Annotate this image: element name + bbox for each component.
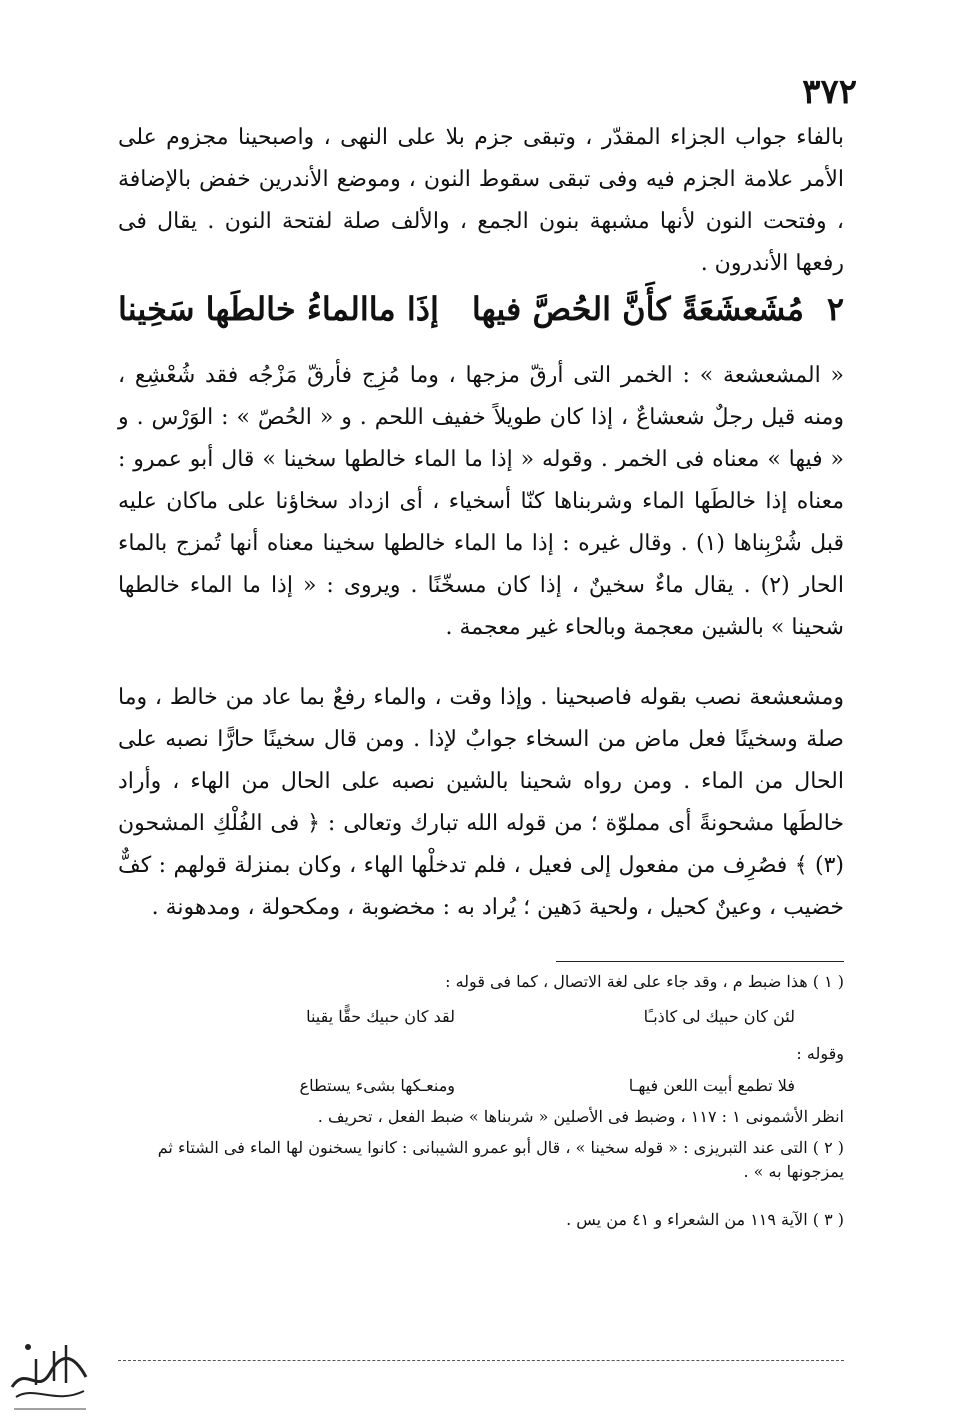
footnote-1-verse-1-second-half: لقد كان حبيك حقًّا يقينا [306, 1007, 455, 1026]
paragraph-3: ومشعشعة نصب بقوله فاصبحينا . وإذا وقت ، والماء رفعٌ بما عاد من خالط ، وما صلة وسخينًا فعل ماض من السخاء جوابٌ لإذا . ومن قال سخينًا حارًّا نصبه على الحال من الماء . ومن رواه شحينا بالشين نصبه على الحال من الهاء ، وأراد خالطَها مشحونةً أى مملوّة ؛ من قوله الله تبارك وتعالى : ﴿ فى الفُلْكِ المشحون (٣) ﴾ فصُرِف من مفعول إلى فعيل ، فلم تدخلْها الهاء ، وكان بمنزلة قولهم : كفٌّ خضيب ، وعينٌ كحيل ، ولحية دَهين ؛ يُراد به : مخضوبة ، ومكحولة ، ومدهونة . [118, 685, 844, 920]
footnote-1-verse-2-first-half: فلا تطمع أبيت اللعن فيهـا [628, 1076, 795, 1095]
footnote-1-verse-2-second-half: ومنعـكها بشىء يستطاع [299, 1076, 455, 1095]
verse-hemistich-2: إذَا ماالماءُ خالطَها سَخِينا [118, 290, 439, 328]
paragraph-2: « المشعشعة » : الخمر التى أرقّ مزجها ، وما مُزِج فأرقّ مَزْجُه فقد شُعْشِع ، ومنه قيل رجلٌ شعشاعٌ ، إذا كان طويلاً خفيف اللحم . و « الحُصّ » : الوَرْس . و « فيها » معناه فى الخمر . وقوله « إذا ما الماء خالطها سخينا » قال أبو عمرو : معناه إذا خالطَها الماء وشربناها كنّا أسخياء ، أى ازداد سخاؤنا على ماكان عليه قبل شُرْبِناها (١) . وقال غيره : إذا ما الماء خالطها سخينا معناه أنها تُمزج بالماء الحار (٢) . يقال ماءٌ سخينٌ ، إذا كان مسخّنًا . ويروى : « إذا ما الماء خالطها شحينا » بالشين معجمة وبالحاء غير معجمة . [118, 363, 844, 640]
poem-verse [118, 284, 844, 334]
footnote-1-end: انظر الأشمونى ١ : ١١٧ ، وضبط فى الأصلين « شربناها » ضبط الفعل ، تحريف . [317, 1107, 844, 1126]
verse-hemistich-1: مُشَعشَعَةً كأَنَّ الحُصَّ فيها [471, 290, 804, 328]
footnote-1-verse-1-first-half: لئن كان حبيك لى كاذبـًا [643, 1007, 795, 1026]
footnote-separator [556, 961, 844, 962]
verse-number: ٢ [826, 290, 844, 328]
footnote-3: ( ٣ ) الآية ١١٩ من الشعراء و ٤١ من يس . [566, 1210, 844, 1229]
footnote-1-middle: وقوله : [796, 1044, 844, 1063]
footnote-2: ( ٢ ) التى عند التبريزى : « قوله سخينا » ، قال أبو عمرو الشيبانى : كانوا يسخنون لها الماء فى الشتاء ثم يمزجونها به » . [157, 1138, 844, 1181]
page-number: ٣٧٢ [802, 72, 857, 112]
bottom-scan-line [118, 1360, 844, 1361]
paragraph-1: بالفاء جواب الجزاء المقدّر ، وتبقى جزم بلا على النهى ، واصبحينا مجزوم على الأمر علامة الجزم فيه وفى تبقى سقوط النون ، وموضع الأندرين خفض بالإضافة ، وفتحت النون لأنها مشبهة بنون الجمع ، والألف صلة لفتحة النون . يقال فى رفعها الأندرون . [118, 125, 844, 276]
footnote-1-intro: ( ١ ) هذا ضبط م ، وقد جاء على لغة الاتصال ، كما فى قوله : [445, 972, 844, 991]
library-stamp-logo [6, 1325, 92, 1415]
